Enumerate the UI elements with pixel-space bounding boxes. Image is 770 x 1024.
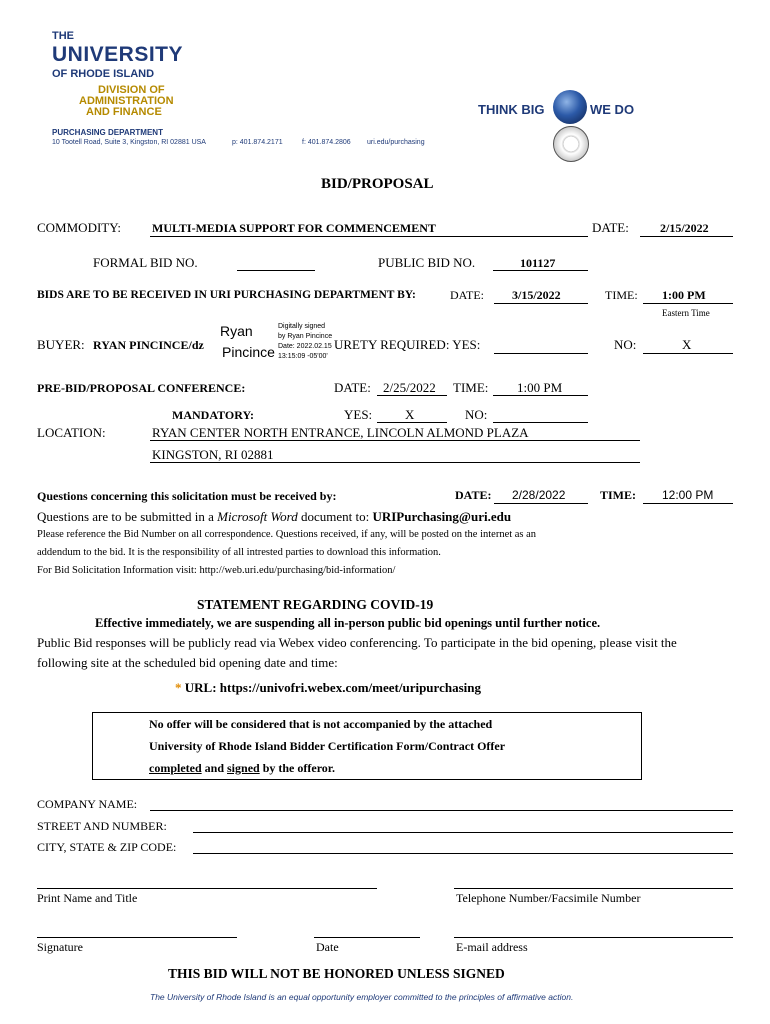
purchasing-email-link[interactable]: URIPurchasing@uri.edu xyxy=(372,509,512,524)
surety-label: URETY REQUIRED: YES: xyxy=(334,337,481,352)
signature-note2: by Ryan Pincince xyxy=(278,333,333,340)
mandatory-no-label: NO: xyxy=(465,407,488,422)
location-line1-underline xyxy=(150,440,640,441)
bids-time-underline xyxy=(643,303,733,304)
public-bid-underline xyxy=(493,270,588,271)
public-bid-label: PUBLIC BID NO. xyxy=(378,255,476,270)
mandatory-label: MANDATORY: xyxy=(172,408,255,422)
commodity-label: COMMODITY: xyxy=(37,220,122,235)
signature-label: Signature xyxy=(37,940,83,954)
signature-field[interactable] xyxy=(37,937,237,938)
public-bid-value: 101127 xyxy=(520,256,556,270)
formal-bid-field[interactable] xyxy=(237,270,315,271)
location-line2-underline xyxy=(150,462,640,463)
box-end: by the offeror. xyxy=(262,761,336,775)
division-line1: DIVISION OF xyxy=(98,84,165,96)
questions-time-value: 12:00 PM xyxy=(662,488,714,502)
surety-no-label: NO: xyxy=(614,337,637,352)
prebid-date-underline xyxy=(377,395,447,396)
questions-label: Questions concerning this solicitation must be received by: xyxy=(37,489,337,503)
questions-word-line xyxy=(37,509,511,525)
location-line1: RYAN CENTER NORTH ENTRANCE, LINCOLN ALMOND PLAZA xyxy=(152,425,529,440)
email-field[interactable] xyxy=(454,937,733,938)
questions-word-prefix: Questions are to be submitted in a xyxy=(37,509,214,524)
questions-time-underline xyxy=(643,503,733,504)
street-label: STREET AND NUMBER: xyxy=(37,819,167,833)
print-name-label: Print Name and Title xyxy=(37,891,138,905)
questions-date-underline xyxy=(494,503,588,504)
header-web: uri.edu/purchasing xyxy=(367,139,425,146)
header-phone: p: 401.874.2171 xyxy=(232,139,283,146)
prebid-time-value: 1:00 PM xyxy=(517,380,563,395)
logo-university: UNIVERSITY xyxy=(52,43,184,66)
signature-name-line1: Ryan xyxy=(220,323,253,339)
prebid-date-label: DATE: xyxy=(334,380,371,395)
prebid-time-label: TIME: xyxy=(453,380,489,395)
header-address: 10 Tootell Road, Suite 3, Kingston, RI 02881 USA xyxy=(52,139,206,146)
eastern-time-note: Eastern Time xyxy=(662,308,710,318)
surety-no-underline xyxy=(643,353,733,354)
company-name-label: COMPANY NAME: xyxy=(37,797,138,811)
location-line2: KINGSTON, RI 02881 xyxy=(152,447,274,462)
think-big-text: THINK BIG xyxy=(478,102,545,117)
globe-logo-icon xyxy=(553,90,587,124)
date-sig-label: Date xyxy=(316,940,339,954)
signature-note3: Date: 2022.02.15 xyxy=(278,343,332,350)
telephone-field[interactable] xyxy=(454,888,733,889)
division-line2: ADMINISTRATION xyxy=(79,95,174,107)
bids-time-label: TIME: xyxy=(605,288,638,302)
buyer-label: BUYER: xyxy=(37,337,85,352)
logo-the: THE xyxy=(52,30,74,42)
prebid-label: PRE-BID/PROPOSAL CONFERENCE: xyxy=(37,381,246,395)
date-label: DATE: xyxy=(592,220,629,235)
equal-opportunity-footer: The University of Rhode Island is an equal opportunity employer committed to the principles of affirmative action. xyxy=(150,992,574,1002)
mandatory-yes-underline xyxy=(377,422,447,423)
box-signed: signed xyxy=(227,761,260,775)
prebid-time-underline xyxy=(493,395,588,396)
logo-of-rhode-island: OF RHODE ISLAND xyxy=(52,68,155,80)
city-field[interactable] xyxy=(193,853,733,854)
covid-line1: Public Bid responses will be publicly read via Webex video conferencing. To participate in the bid opening, please visit the xyxy=(37,635,677,650)
commodity-underline xyxy=(150,236,588,237)
date-underline xyxy=(640,236,733,237)
bids-date-label: DATE: xyxy=(450,288,484,302)
commodity-value: MULTI-MEDIA SUPPORT FOR COMMENCEMENT xyxy=(152,221,436,235)
reference-line2: addendum to the bid. It is the responsibility of all intrested parties to download this information. xyxy=(37,547,441,558)
we-do-text: WE DO xyxy=(590,102,635,117)
telephone-label: Telephone Number/Facsimile Number xyxy=(456,891,641,905)
print-name-field[interactable] xyxy=(37,888,377,889)
company-name-field[interactable] xyxy=(150,810,733,811)
city-label: CITY, STATE & ZIP CODE: xyxy=(37,840,177,854)
box-line1: No offer will be considered that is not accompanied by the attached xyxy=(149,717,493,731)
mandatory-yes-label: YES: xyxy=(344,407,373,422)
covid-title: STATEMENT REGARDING COVID-19 xyxy=(197,597,434,612)
surety-yes-field[interactable] xyxy=(494,353,588,354)
division-line3: AND FINANCE xyxy=(86,106,162,118)
not-honored-notice: THIS BID WILL NOT BE HONORED UNLESS SIGNED xyxy=(168,966,505,981)
signature-note1: Digitally signed xyxy=(278,323,326,330)
bids-date-value: 3/15/2022 xyxy=(512,288,561,302)
buyer-value: RYAN PINCINCE/dz xyxy=(93,338,204,352)
purchasing-department: PURCHASING DEPARTMENT xyxy=(52,128,163,137)
questions-time-label: TIME: xyxy=(600,488,636,502)
prebid-date-value: 2/25/2022 xyxy=(383,380,436,395)
covid-effective: Effective immediately, we are suspending all in-person public bid openings until further notice. xyxy=(95,616,601,630)
street-field[interactable] xyxy=(193,832,733,833)
solicitation-info[interactable]: For Bid Solicitation Information visit: http://web.uri.edu/purchasing/bid-information/ xyxy=(37,565,396,576)
formal-bid-label: FORMAL BID NO. xyxy=(93,255,198,270)
surety-no-value: X xyxy=(682,337,692,352)
webex-url[interactable]: URL: https://univofri.webex.com/meet/uripurchasing xyxy=(184,680,481,695)
header-fax: f: 401.874.2806 xyxy=(302,139,351,146)
webex-url-line[interactable] xyxy=(175,680,481,696)
mandatory-yes-value: X xyxy=(405,407,415,422)
date-value: 2/15/2022 xyxy=(660,221,709,235)
microsoft-word-italic: Microsoft Word xyxy=(217,509,298,524)
box-line3 xyxy=(149,761,335,776)
page-title: BID/PROPOSAL xyxy=(321,176,434,192)
signature-note4: 13:15:09 -05'00' xyxy=(278,353,328,360)
questions-date-label: DATE: xyxy=(455,488,492,502)
questions-word-mid: document to: xyxy=(300,509,370,524)
url-star: * xyxy=(175,680,182,695)
bids-date-underline xyxy=(494,303,588,304)
questions-date-value: 2/28/2022 xyxy=(512,488,566,502)
reference-line1: Please reference the Bid Number on all correspondence. Questions received, if any, will be posted on the internet as an xyxy=(37,529,537,540)
bids-received-label: BIDS ARE TO BE RECEIVED IN URI PURCHASING DEPARTMENT BY: xyxy=(37,289,416,301)
email-label: E-mail address xyxy=(456,940,528,954)
box-completed: completed xyxy=(149,761,202,775)
university-seal-icon xyxy=(553,126,589,162)
mandatory-no-field[interactable] xyxy=(493,422,588,423)
covid-line2: following site at the scheduled bid opening date and time: xyxy=(37,655,338,670)
signature-name-line2: Pincince xyxy=(222,344,275,360)
box-and: and xyxy=(204,761,225,775)
date-sig-field[interactable] xyxy=(314,937,420,938)
box-line2: University of Rhode Island Bidder Certification Form/Contract Offer xyxy=(149,739,506,753)
bids-time-value: 1:00 PM xyxy=(662,288,706,302)
location-label: LOCATION: xyxy=(37,425,106,440)
